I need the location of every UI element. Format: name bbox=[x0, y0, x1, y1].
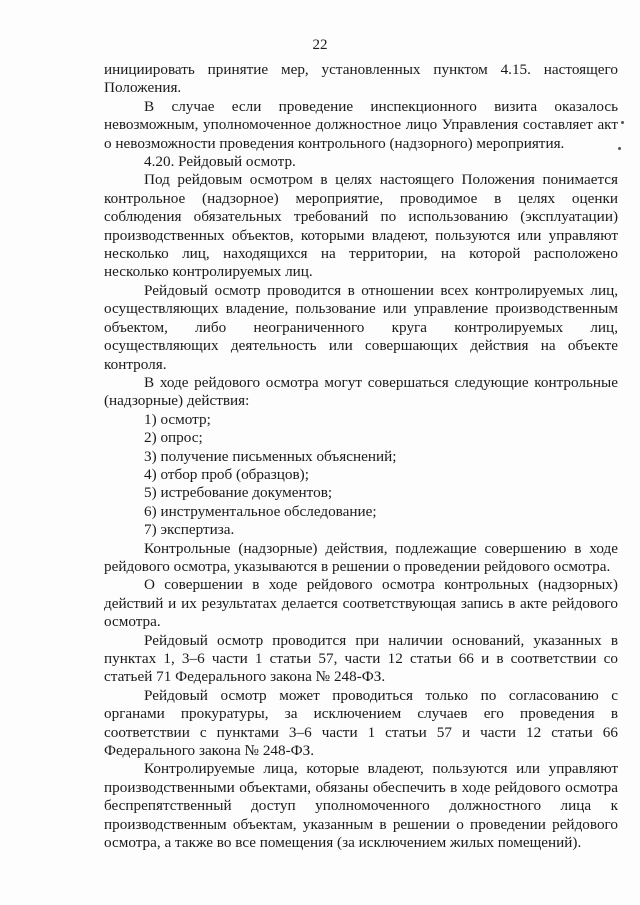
paragraph: Рейдовый осмотр проводится при наличии оснований, указанных в пунктах 1, 3–6 части 1 статьи 57, части 12 статьи 66 и в соответствии со статьей 71 Федерального закона № 248-ФЗ. bbox=[104, 631, 618, 686]
paragraph: О совершении в ходе рейдового осмотра контрольных (надзорных) действий и их результатах делается соответствующая запись в акте рейдового осмотра. bbox=[104, 576, 618, 631]
list-item: 1) осмотр; bbox=[144, 410, 211, 428]
section-heading: 4.20. Рейдовый осмотр. bbox=[144, 153, 296, 171]
paragraph: Под рейдовым осмотром в целях настоящего Положения понимается контрольное (надзорное) мероприятие, проводимое в целях оценки соблюдения обязательных требований по использованию (эксплуатации) производственных объектов, которыми владеют, пользуются или управляют несколько лиц, находящихся на территории, на которой расположено несколько контролируемых лиц. bbox=[104, 171, 618, 281]
list-item: 2) опрос; bbox=[144, 429, 203, 447]
paragraph: Контролируемые лица, которые владеют, пользуются или управляют производственными объектами, обязаны обеспечить в ходе рейдового осмотра беспрепятственный доступ уполномоченного должностного лица к производственным объектам, указанным в решении о проведении рейдового осмотра, а также во все помещения (за исключением жилых помещений). bbox=[104, 760, 618, 852]
list-item: 7) экспертиза. bbox=[144, 521, 235, 539]
paragraph: В ходе рейдового осмотра могут совершаться следующие контрольные (надзорные) действия: bbox=[104, 373, 618, 410]
list-item: 4) отбор проб (образцов); bbox=[144, 465, 309, 483]
list-item: 6) инструментальное обследование; bbox=[144, 502, 377, 520]
scan-speck bbox=[618, 147, 621, 150]
paragraph: Рейдовый осмотр может проводиться только по согласованию с органами прокуратуры, за исключением случаев его проведения в соответствии с пунктами 3–6 части 1 статьи 57 и части 12 статьи 66 Федерального закона № 248-ФЗ. bbox=[104, 686, 618, 760]
page-number: 22 bbox=[312, 37, 328, 53]
paragraph: инициировать принятие мер, установленных пунктом 4.15. настоящего Положения. bbox=[104, 61, 618, 97]
document-body bbox=[104, 61, 618, 852]
paragraph: Рейдовый осмотр проводится в отношении всех контролируемых лиц, осуществляющих владение, пользование или управление производственным объектом, либо неограниченного круга контролируемых лиц, осуществляющих деятельность или совершающих действия на объекте контроля. bbox=[104, 281, 618, 373]
list-item: 3) получение письменных объяснений; bbox=[144, 447, 397, 465]
paragraph: В случае если проведение инспекционного визита оказалось невозможным, уполномоченное должностное лицо Управления составляет акт о невозможности проведения контрольного (надзорного) мероприятия. bbox=[104, 97, 618, 152]
list-item: 5) истребование документов; bbox=[144, 484, 333, 502]
paragraph: Контрольные (надзорные) действия, подлежащие совершению в ходе рейдового осмотра, указываются в решении о проведении рейдового осмотра. bbox=[104, 539, 618, 575]
scan-speck bbox=[621, 121, 624, 124]
